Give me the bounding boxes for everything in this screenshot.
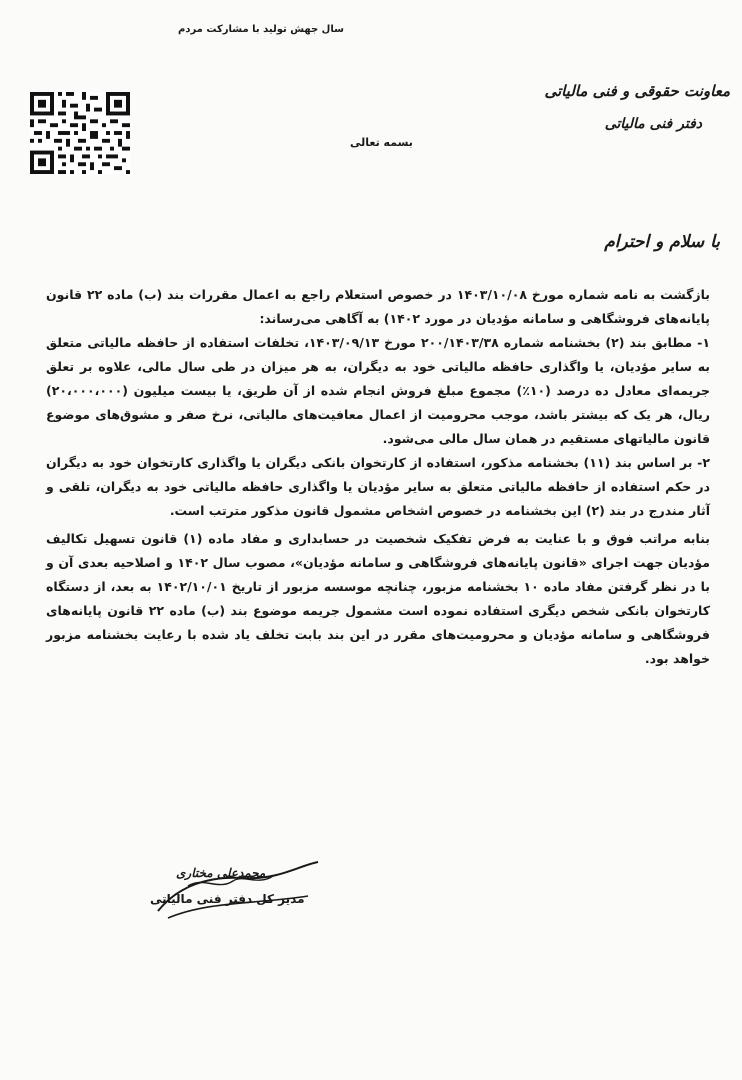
item-1-paragraph: ۱- مطابق بند (۲) بخشنامه شماره ۲۰۰/۱۴۰۳/۳۸ مورخ ۱۴۰۳/۰۹/۱۳، تخلفات استفاده از حافظه مالیاتی متعلق به سایر مؤدیان، یا واگذاری حافظه مالیاتی خود به دیگران، به هر میزان در طی سال مالی، علاوه بر تعلق جریمه‌ای معادل ده درصد (۱۰٪) مجموع مبلغ فروش انجام شده از آن طریق، یا بیست میلیون (۲۰،۰۰۰،۰۰۰) ریال، هر یک که بیشتر باشد، موجب محرومیت از اعمال معافیت‌های مالیاتی، نرخ صفر و مشوق‌های موضوع قانون مالیاتهای مستقیم در همان سال مالی می‌شود.: [46, 335, 711, 446]
item-2-paragraph: ۲- بر اساس بند (۱۱) بخشنامه مذکور، استفاده از کارتخوان بانکی دیگران یا واگذاری کارتخوان خود به دیگران در حکم استفاده از حافظه مالیاتی متعلق به سایر مؤدیان یا واگذاری حافظه مالیاتی خود به دیگران، تلقی و آثار مندرج در بند (۲) این بخشنامه در خصوص اشخاص مشمول قانون مذکور مترتب است.: [46, 455, 710, 518]
bismillah-heading: بسمه تعالی: [350, 136, 413, 149]
organization-name: معاونت حقوقی و فنی مالیاتی: [544, 82, 730, 100]
office-name: دفتر فنی مالیاتی: [604, 116, 702, 132]
year-slogan: سال جهش تولید با مشارکت مردم: [178, 24, 344, 35]
signatory-name: محمدعلی مختاری: [176, 866, 266, 880]
conclusion-paragraph: بنابه مراتب فوق و با عنایت به فرض تفکیک شخصیت در حسابداری و مفاد ماده (۱) قانون تسهیل تکالیف مؤدیان جهت اجرای «قانون پایانه‌های فروشگاهی و سامانه مؤدیان»، مصوب سال ۱۴۰۲ و اصلاحیه بعدی آن و با در نظر گرفتن مفاد ماده ۱۰ بخشنامه مزبور، چنانچه موسسه مزبور از تاریخ ۱۴۰۲/۱۰/۰۱ به بعد، از دستگاه کارتخوان بانکی شخص دیگری استفاده نموده است مشمول جریمه موضوع بند (ب) ماده ۲۲ قانون پایانه‌های فروشگاهی و سامانه مؤدیان و محرومیت‌های مقرر در این بند بابت تخلف یاد شده با رعایت بخشنامه مزبور خواهد بود.: [46, 531, 710, 666]
qr-code: [30, 92, 130, 174]
salutation: با سلام و احترام: [604, 232, 720, 252]
intro-paragraph: بازگشت به نامه شماره مورخ ۱۴۰۳/۱۰/۰۸ در خصوص استعلام راجع به اعمال مقررات بند (ب) ماده ۲۲ قانون پایانه‌های فروشگاهی و سامانه مؤدیان در مورد ۱۴۰۲) به آگاهی می‌رساند:: [46, 287, 710, 326]
letter-body: [46, 283, 710, 671]
signatory-title: مدیر کل دفتر فنی مالیاتی: [150, 892, 305, 906]
